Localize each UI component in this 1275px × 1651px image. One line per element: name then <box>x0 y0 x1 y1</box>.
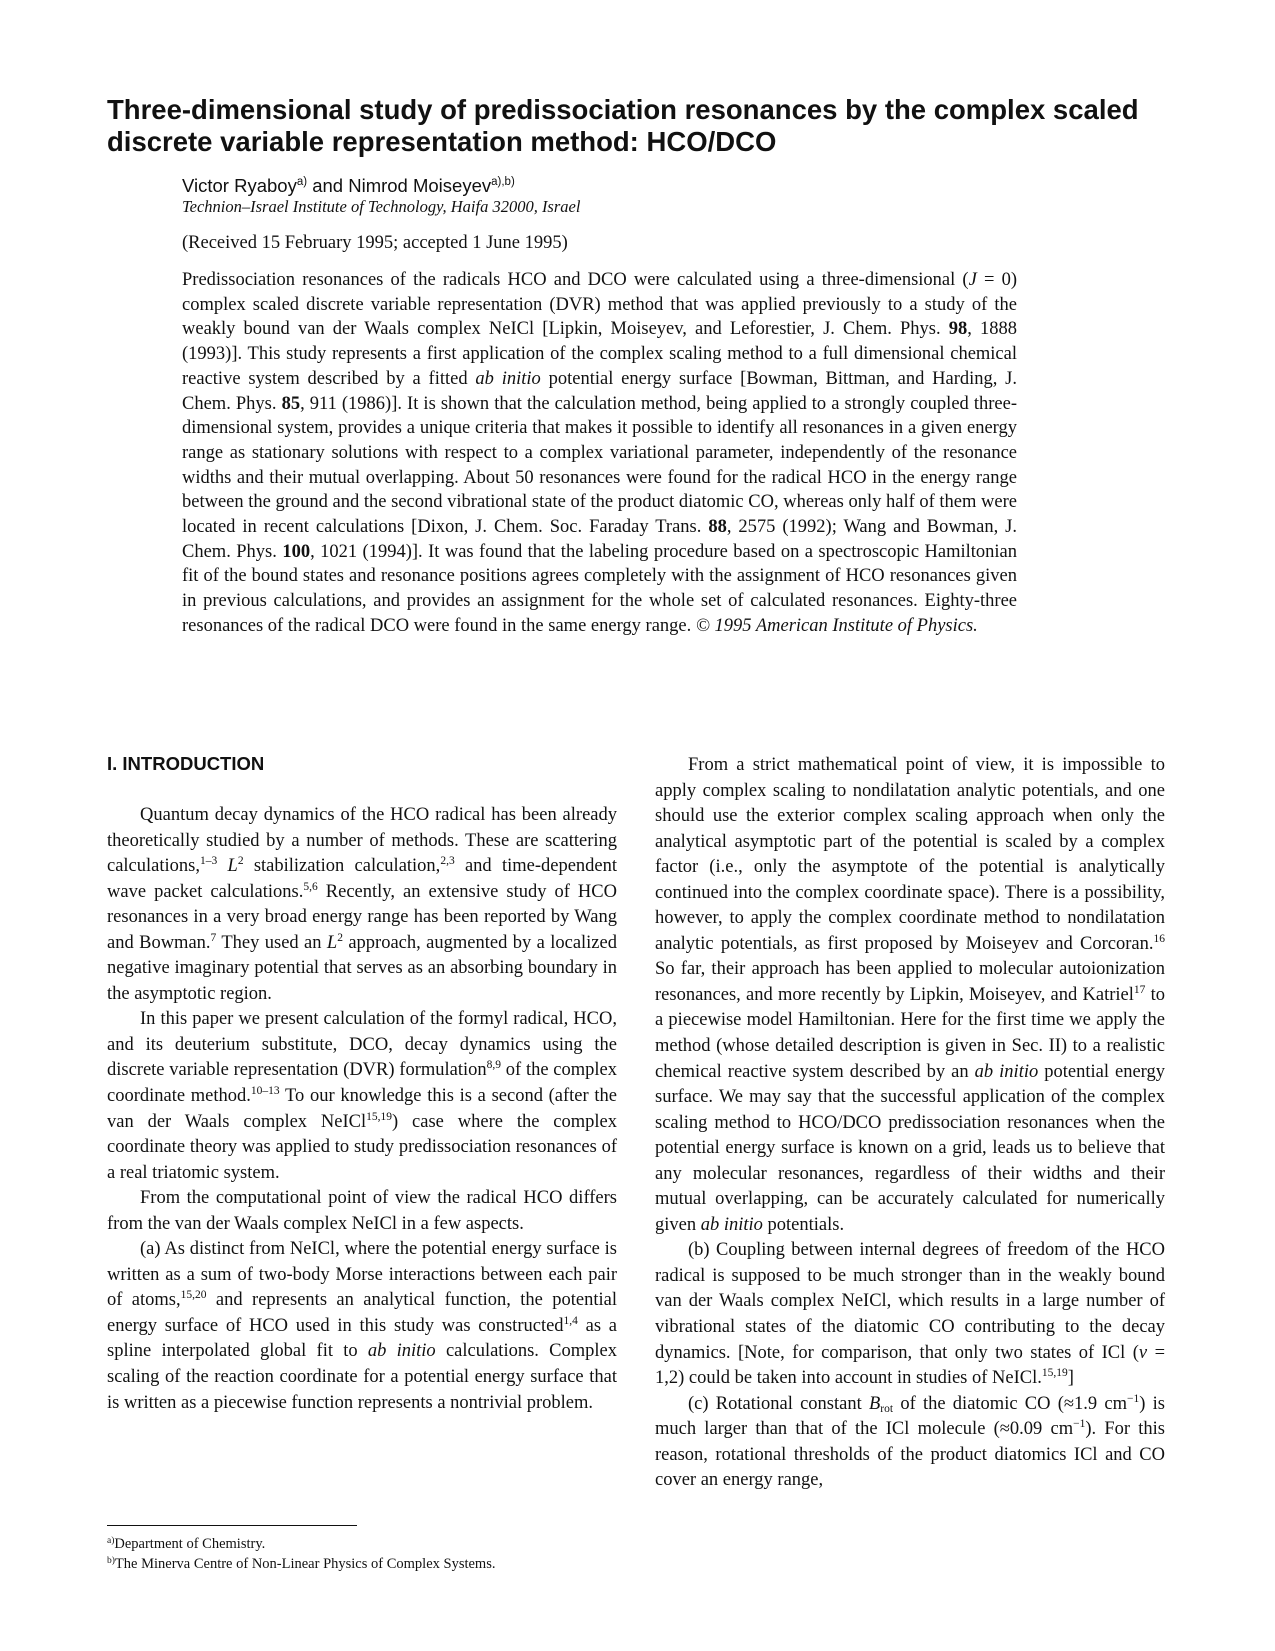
body-text: They used an <box>216 932 327 953</box>
citation: 15,20 <box>180 1289 207 1302</box>
body-text: (c) Rotational constant <box>688 1393 869 1414</box>
footnote-a <box>107 1534 495 1554</box>
abstract-text: , 911 (1986)]. It is shown that the calculation method, being applied to a strongly coupled three-dimensional system, provides a unique criteria that makes it possible to identify all resonances in a given energy range as stationary solutions with respect to a complex variational parameter, independently of the resonance widths and their mutual overlapping. About 50 resonances were found for the radical HCO in the energy range between the ground and the second vibrational state of the product diatomic CO, whereas only half of them were located in recent calculations [Dixon, J. Chem. Soc. Faraday Trans. <box>182 393 1017 538</box>
body-text: (a) As distinct from NeICl, where the potential energy surface is written as a sum of two-body Morse interactions between each pair of atoms, <box>107 1239 617 1311</box>
abstract-text: potential energy surface [Bowman, Bittman, and Harding, J. Chem. Phys. <box>182 368 1018 414</box>
body-text: ) is much larger than that of the ICl molecule (≈0.09 cm <box>655 1393 1166 1440</box>
body-text: ] <box>1067 1368 1074 1389</box>
footnote-text: Department of Chemistry. <box>114 1536 266 1552</box>
math-v: v <box>1138 1342 1148 1363</box>
citation: 16 <box>1153 932 1165 945</box>
author-conjunction: and <box>312 175 344 196</box>
body-text: of the complex coordinate method. <box>107 1060 617 1107</box>
math-b: B <box>868 1393 881 1414</box>
abstract <box>182 268 1017 639</box>
math-l: L <box>326 932 338 953</box>
section-heading: I. INTRODUCTION <box>107 753 265 774</box>
math-j: J <box>968 270 977 290</box>
author-moiseyev: Nimrod Moiseyev <box>348 175 492 196</box>
body-text: calculations. Complex scaling of the reaction coordinate for a potential energy surface that is written as a piecewise function represents a nontrivial problem. <box>107 1341 617 1413</box>
math-l: L <box>227 856 238 877</box>
affiliation: Technion–Israel Institute of Technology, Haifa 32000, Israel <box>182 197 581 216</box>
abstract-text: , 2575 (1992); Wang and Bowman, J. Chem. Phys. <box>182 517 1017 562</box>
paragraph <box>107 803 617 1007</box>
body-text: and represents an analytical function, the potential energy surface of HCO used in this study was constructed <box>107 1290 617 1336</box>
paragraph <box>655 753 1165 1238</box>
citation: 2,3 <box>440 855 455 868</box>
abstract-text: Predissociation resonances of the radicals HCO and DCO were calculated using a three-dimensional ( <box>182 270 969 290</box>
italic-term: ab initio <box>700 1214 763 1235</box>
body-text: So far, their approach has been applied to molecular autoionization resonances, and more recently by Lipkin, Moiseyev, and Katriel <box>655 959 1165 1005</box>
paper-title: Three-dimensional study of predissociation resonances by the complex scaled discrete variable representation method: HCO/DCO <box>107 94 1139 157</box>
body-text: From a strict mathematical point of view, it is impossible to apply complex scaling to nondilatation analytic potentials, and one should use the exterior complex scaling approach when only the analytical asymptotic part of the potential is scaled by a complex factor (i.e., only the asymptote of the potential is analytically continued into the complex coordinate space). There is a possibility, however, to apply the complex coordinate method to nondilatation analytic potentials, as first proposed by Moiseyev and Corcoran. <box>655 755 1165 954</box>
exponent: −1 <box>1073 1418 1086 1431</box>
paragraph <box>107 1007 617 1186</box>
author-affil-mark: a) <box>296 176 308 188</box>
citation: 8,9 <box>486 1059 502 1072</box>
citation: 5,6 <box>303 880 318 893</box>
body-text: ). For this reason, rotational thresholds of the product diatomics ICl and CO cover an energy range, <box>655 1419 1165 1491</box>
italic-term: ab initio <box>974 1061 1039 1082</box>
copyright-notice: © 1995 American Institute of Physics. <box>695 615 978 636</box>
body-text: To our knowledge this is a second (after the van der Waals complex NeICl <box>107 1086 617 1132</box>
citation: 17 <box>1133 983 1146 996</box>
right-column <box>655 753 1165 1494</box>
exponent: 2 <box>337 931 343 944</box>
footnote-mark: a) <box>107 1536 115 1546</box>
body-text: (b) Coupling between internal degrees of freedom of the HCO radical is supposed to be much stronger than in the weakly bound van der Waals complex NeICl, which results in a large number of vibrational states of the diatomic CO contributing to the decay dynamics. [Note, for comparison, that only two states of ICl ( <box>655 1240 1165 1363</box>
paragraph <box>655 1392 1165 1494</box>
paragraph <box>107 1237 617 1416</box>
body-text: Quantum decay dynamics of the HCO radical has been already theoretically studied by a number of methods. These are scattering calculations, <box>107 805 617 877</box>
body-text: potential energy surface. We may say that the successful application of the complex scaling method to HCO/DCO predissociation resonances when the potential energy surface is known on a grid, leads us to believe that any molecular resonances, regardless of their widths and their mutual overlapping, can be accurately calculated for numerically given <box>655 1061 1165 1235</box>
body-text: and time-dependent wave packet calculations. <box>107 856 618 902</box>
left-column <box>107 803 617 1416</box>
author-line <box>182 175 515 197</box>
subscript: rot <box>880 1402 894 1415</box>
italic-term: ab initio <box>367 1341 436 1362</box>
citation: 10–13 <box>250 1085 280 1098</box>
body-text: Recently, an extensive study of HCO resonances in a very broad energy range has been reported by Wang and Bowman. <box>107 881 617 953</box>
citation: 1–3 <box>199 855 218 868</box>
citation: 15,19 <box>366 1110 393 1123</box>
volume-number: 100 <box>282 541 311 562</box>
paragraph: From the computational point of view the radical HCO differs from the van der Waals complex NeICl in a few aspects. <box>107 1188 617 1234</box>
citation: 15,19 <box>1041 1367 1068 1380</box>
abstract-text: = 0) complex scaled discrete variable representation (DVR) method that was applied previously to a study of the weakly bound van der Waals complex NeICl [Lipkin, Moiseyev, and Leforestier, J. Chem. Phys. <box>182 270 1017 340</box>
received-dates: (Received 15 February 1995; accepted 1 June 1995) <box>182 233 568 253</box>
citation: 7 <box>210 931 217 944</box>
footnotes <box>107 1534 495 1574</box>
body-text: = 1,2) could be taken into account in studies of NeICl. <box>655 1342 1166 1389</box>
footnote-divider <box>107 1525 357 1526</box>
footnote-b <box>107 1554 495 1574</box>
italic-term: ab initio <box>475 368 541 389</box>
body-text: potentials. <box>762 1214 845 1235</box>
abstract-text: , 1888 (1993)]. This study represents a first application of the complex scaling method to a full dimensional chemical reactive system described by a fitted <box>182 319 1017 389</box>
author-affil-mark: a),b) <box>491 176 515 188</box>
volume-number: 88 <box>708 517 727 538</box>
body-text: stabilization calculation, <box>243 856 441 877</box>
body-text: to a piecewise model Hamiltonian. Here for the first time we apply the method (whose detailed description is given in Sec. II) to a realistic chemical reactive system described by an <box>655 984 1165 1082</box>
footnote-mark: b) <box>107 1556 115 1566</box>
footnote-text: The Minerva Centre of Non-Linear Physics of Complex Systems. <box>114 1556 496 1572</box>
citation: 1,4 <box>563 1314 578 1327</box>
volume-number: 85 <box>281 393 301 414</box>
body-text: In this paper we present calculation of the formyl radical, HCO, and its deuterium substitute, DCO, decay dynamics using the discrete variable representation (DVR) formulation <box>107 1009 617 1081</box>
body-text: as a spline interpolated global fit to <box>107 1315 617 1362</box>
paragraph <box>655 1238 1165 1391</box>
body-text: of the diatomic CO (≈1.9 cm <box>893 1393 1128 1414</box>
body-text: approach, augmented by a localized negative imaginary potential that serves as an absorbing boundary in the asymptotic region. <box>107 932 617 1004</box>
abstract-text: , 1021 (1994)]. It was found that the labeling procedure based on a spectroscopic Hamiltonian fit of the bound states and resonance positions agrees completely with the assignment of HCO resonances given in previous calculations, and provides an assignment for the whole set of calculated resonances. Eighty-three resonances of the radical DCO were found in the same energy range. <box>182 541 1017 636</box>
exponent: −1 <box>1127 1392 1140 1405</box>
exponent: 2 <box>237 855 244 868</box>
volume-number: 98 <box>948 319 968 340</box>
body-text: ) case where the complex coordinate theory was applied to study predissociation resonances of a real triatomic system. <box>107 1111 617 1183</box>
author-ryaboy: Victor Ryaboy <box>182 175 297 196</box>
